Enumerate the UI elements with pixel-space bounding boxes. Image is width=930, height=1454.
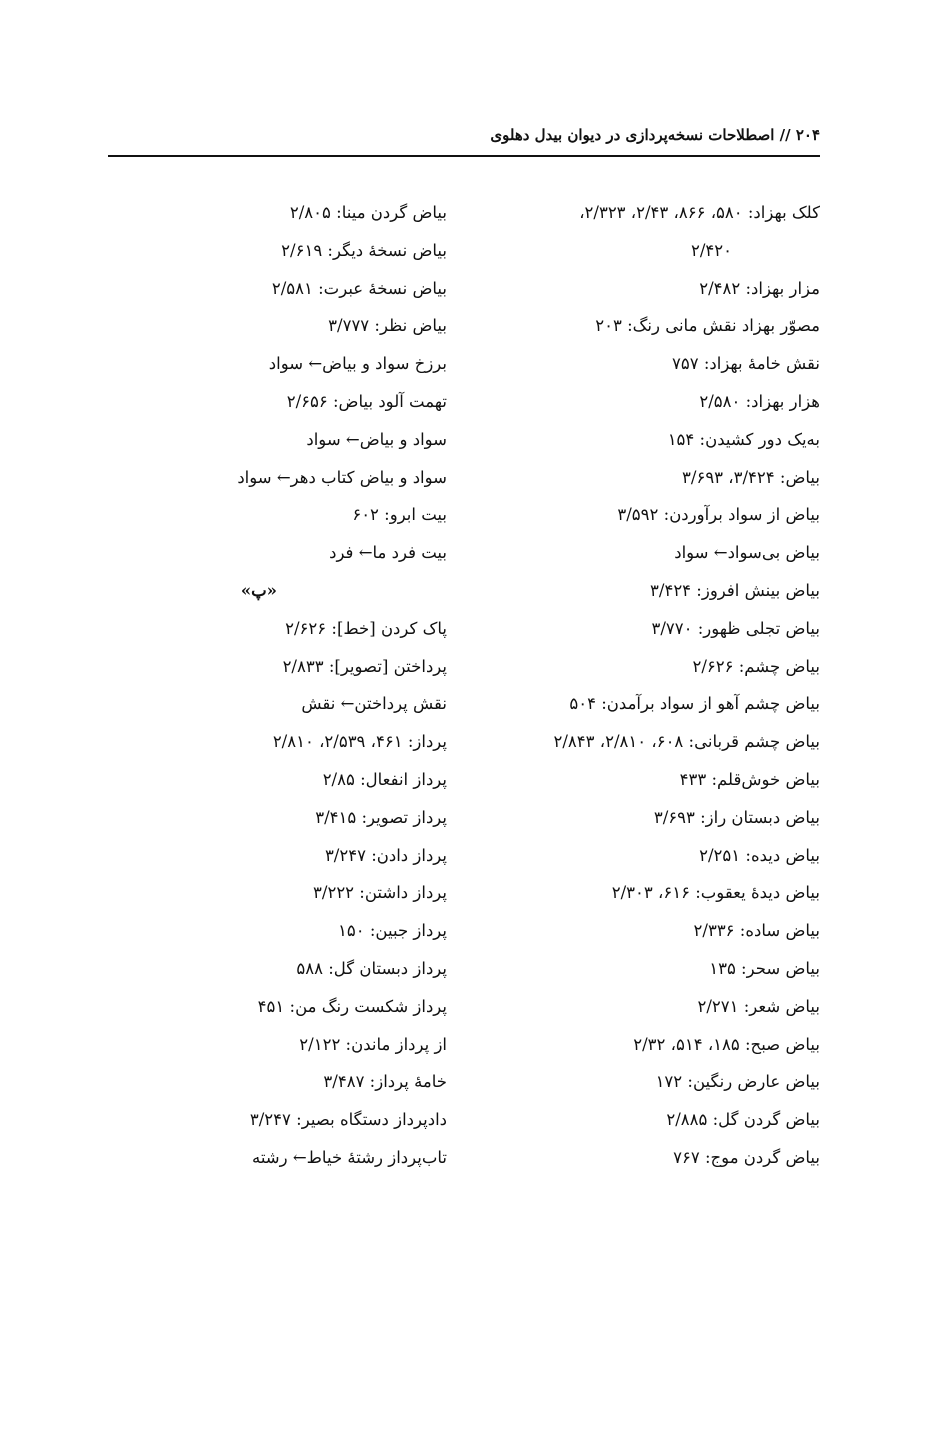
index-entry: پاک کردن [خط]: ۲/۶۲۶ xyxy=(285,618,447,638)
index-entry: بیاض نسخهٔ دیگر: ۲/۶۱۹ xyxy=(281,240,447,260)
index-entry: بیاض نظر: ۳/۷۷۷ xyxy=(328,316,447,336)
index-entry: پرداز شکست رنگ من: ۴۵۱ xyxy=(257,996,447,1016)
index-entry: مزار بهزاد: ۲/۴۸۲ xyxy=(699,278,820,298)
index-entry: بیاض گردن گل: ۲/۸۸۵ xyxy=(666,1110,820,1130)
index-entry: از پرداز ماندن: ۲/۱۲۲ xyxy=(299,1034,447,1054)
index-entry: بیاض صبح: ۱۸۵، ۵۱۴، ۲/۳۲ xyxy=(633,1034,820,1054)
index-entry: هزار بهزاد: ۲/۵۸۰ xyxy=(699,391,820,411)
index-entry: پرداز دادن: ۳/۲۴۷ xyxy=(324,845,447,865)
index-entry: بیاض ساده: ۲/۳۳۶ xyxy=(693,921,820,941)
header-rule xyxy=(108,155,820,157)
index-entry: برزخ سواد و بیاض← سواد xyxy=(268,354,447,374)
index-entry: بیاض شعر: ۲/۲۷۱ xyxy=(697,996,820,1016)
index-entry: بیاض گردن موج: ۷۶۷ xyxy=(673,1147,820,1167)
index-entry: بیاض چشم قربانی: ۶۰۸، ۲/۸۱۰، ۲/۸۴۳ xyxy=(553,732,820,752)
index-entry: بیاض از سواد برآوردن: ۳/۵۹۲ xyxy=(617,505,820,525)
index-entry: بیاض: ۳/۴۲۴، ۳/۶۹۳ xyxy=(682,467,820,487)
index-entry: پرداز جبین: ۱۵۰ xyxy=(338,921,447,941)
index-entry: به‌یک دور کشیدن: ۱۵۴ xyxy=(667,429,820,449)
index-entry: نقش خامهٔ بهزاد: ۷۵۷ xyxy=(671,354,820,374)
section-letter-heading: «پ» xyxy=(240,580,277,600)
index-entry: بیاض چشم آهو از سواد برآمدن: ۵۰۴ xyxy=(569,694,820,714)
index-entry: خامهٔ پرداز: ۳/۴۸۷ xyxy=(323,1072,447,1092)
index-entry: بیاض دبستان راز: ۳/۶۹۳ xyxy=(653,807,820,827)
index-entry: تاب‌پرداز رشتهٔ خیاط← رشته xyxy=(251,1147,447,1167)
index-entry: پرداز انفعال: ۲/۸۵ xyxy=(322,769,447,789)
index-entry: پرداز تصویر: ۳/۴۱۵ xyxy=(315,807,447,827)
index-entry: بیاض بی‌سواد← سواد xyxy=(674,543,820,563)
index-column-left xyxy=(147,194,447,1177)
index-entry: بیاض تجلی ظهور: ۳/۷۷۰ xyxy=(651,618,820,638)
index-entry: بیاض دیده: ۲/۲۵۱ xyxy=(699,845,820,865)
index-column-right xyxy=(470,194,820,1177)
index-entry: دادپرداز دستگاه بصیر: ۳/۲۴۷ xyxy=(249,1110,447,1130)
index-entry: بیاض بینش افروز: ۳/۴۲۴ xyxy=(650,580,820,600)
index-entry: بیاض نسخهٔ عبرت: ۲/۵۸۱ xyxy=(271,278,447,298)
index-entry: بیاض چشم: ۲/۶۲۶ xyxy=(692,656,820,676)
index-entry: نقش پرداختن← نقش xyxy=(301,694,447,714)
index-entry: پرداختن [تصویر]: ۲/۸۳۳ xyxy=(282,656,447,676)
index-entry: پرداز دبستان گل: ۵۸۸ xyxy=(296,958,447,978)
index-entry: بیت ابرو: ۶۰۲ xyxy=(352,505,447,525)
index-entry: تهمت آلود بیاض: ۲/۶۵۶ xyxy=(286,391,447,411)
index-entry-continuation: ۲/۴۲۰ xyxy=(690,240,732,260)
index-entry: پرداز داشتن: ۳/۲۲۲ xyxy=(313,883,447,903)
index-entry: بیاض سحر: ۱۳۵ xyxy=(709,958,820,978)
index-entry: کلک بهزاد: ۵۸۰، ۸۶۶، ۲/۴۳، ۲/۳۲۳، xyxy=(579,203,820,222)
index-entry: بیاض گردن مینا: ۲/۸۰۵ xyxy=(289,203,447,222)
index-entry: مصوّر بهزاد نقش مانی رنگ: ۲۰۳ xyxy=(595,316,820,336)
index-entry: سواد و بیاض← سواد xyxy=(306,429,447,449)
index-entry: بیاض دیدهٔ یعقوب: ۶۱۶، ۲/۳۰۳ xyxy=(611,883,820,903)
index-entry: بیاض عارض رنگین: ۱۷۲ xyxy=(655,1072,820,1092)
index-entry: سواد و بیاض کتاب دهر← سواد xyxy=(237,467,447,487)
index-entry: بیت فرد ما← فرد xyxy=(329,543,447,563)
index-entry: بیاض خوش‌قلم: ۴۳۳ xyxy=(679,769,820,789)
running-header: ۲۰۴ // اصطلاحات نسخه‌پردازی در دیوان بیدل دهلوی xyxy=(490,126,820,144)
index-entry: پرداز: ۴۶۱، ۲/۵۳۹، ۲/۸۱۰ xyxy=(272,732,447,752)
